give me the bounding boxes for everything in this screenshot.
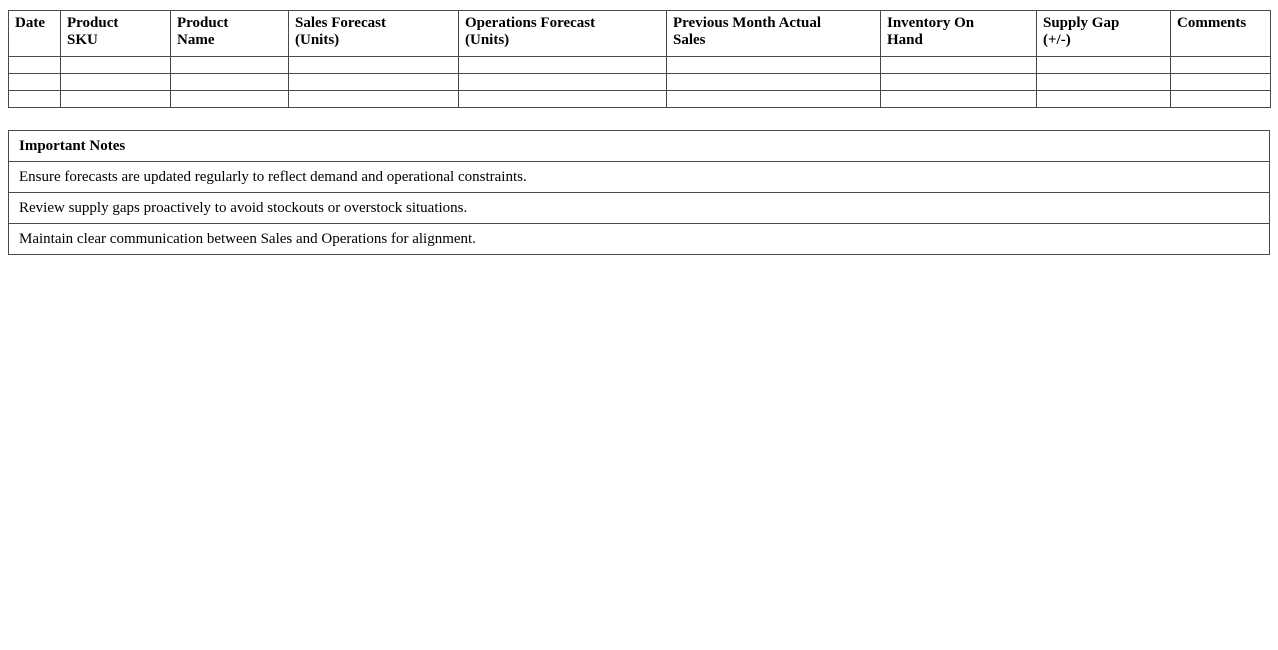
table-row	[9, 91, 1271, 108]
cell-product-sku[interactable]	[61, 57, 171, 74]
column-header-comments-line1: Comments	[1177, 15, 1247, 31]
cell-supply-gap[interactable]	[1037, 74, 1171, 91]
cell-supply-gap[interactable]	[1037, 91, 1171, 108]
column-header-sales-forecast-line1: Sales Forecast	[295, 15, 386, 31]
cell-inventory-on-hand[interactable]	[881, 74, 1037, 91]
column-header-product-name-line2: Name	[177, 32, 215, 49]
cell-comments[interactable]	[1171, 74, 1271, 91]
cell-supply-gap[interactable]	[1037, 57, 1171, 74]
cell-sales-forecast[interactable]	[289, 57, 459, 74]
column-header-inventory-on-hand-line1: Inventory On	[887, 15, 975, 31]
column-header-sales-forecast-line2: (Units)	[295, 32, 340, 49]
sales-operations-forecast-table	[8, 10, 1271, 108]
notes-row	[9, 193, 1270, 224]
cell-product-sku[interactable]	[61, 91, 171, 108]
note-item: Review supply gaps proactively to avoid stockouts or overstock situations.	[9, 193, 1270, 224]
column-header-previous-month-actual-sales-line2: Sales	[673, 32, 706, 49]
column-header-comments	[1171, 11, 1271, 57]
column-header-product-name	[171, 11, 289, 57]
table-header-row	[9, 11, 1271, 57]
cell-comments[interactable]	[1171, 91, 1271, 108]
cell-inventory-on-hand[interactable]	[881, 57, 1037, 74]
column-header-inventory-on-hand-line2: Hand	[887, 32, 923, 49]
notes-heading-row	[9, 131, 1270, 162]
note-item: Ensure forecasts are updated regularly to reflect demand and operational constraints.	[9, 162, 1270, 193]
important-notes-section	[8, 130, 1270, 255]
column-header-previous-month-actual-sales-line1: Previous Month Actual	[673, 15, 822, 31]
note-item: Maintain clear communication between Sales and Operations for alignment.	[9, 224, 1270, 255]
column-header-inventory-on-hand	[881, 11, 1037, 57]
cell-sales-forecast[interactable]	[289, 91, 459, 108]
column-header-product-sku-line2: SKU	[67, 32, 98, 49]
column-header-supply-gap-line2: (+/-)	[1043, 32, 1071, 49]
forecast-table-header	[9, 11, 1271, 57]
cell-sales-forecast[interactable]	[289, 74, 459, 91]
column-header-previous-month-actual-sales	[667, 11, 881, 57]
column-header-date	[9, 11, 61, 57]
cell-comments[interactable]	[1171, 57, 1271, 74]
column-header-date-line1: Date	[15, 15, 45, 31]
table-row	[9, 57, 1271, 74]
column-header-sales-forecast	[289, 11, 459, 57]
cell-operations-forecast[interactable]	[459, 57, 667, 74]
cell-date[interactable]	[9, 74, 61, 91]
column-header-operations-forecast-line2: (Units)	[465, 32, 510, 49]
column-header-product-sku	[61, 11, 171, 57]
notes-row	[9, 224, 1270, 255]
cell-previous-month-actual-sales[interactable]	[667, 74, 881, 91]
cell-date[interactable]	[9, 57, 61, 74]
cell-product-name[interactable]	[171, 91, 289, 108]
cell-previous-month-actual-sales[interactable]	[667, 57, 881, 74]
table-row	[9, 74, 1271, 91]
cell-operations-forecast[interactable]	[459, 74, 667, 91]
column-header-product-name-line1: Product	[177, 15, 229, 31]
notes-row	[9, 162, 1270, 193]
column-header-operations-forecast-line1: Operations Forecast	[465, 15, 596, 31]
column-header-supply-gap-line1: Supply Gap	[1043, 15, 1120, 31]
cell-product-name[interactable]	[171, 57, 289, 74]
cell-date[interactable]	[9, 91, 61, 108]
document-page	[0, 0, 1278, 255]
forecast-table-body	[9, 57, 1271, 108]
cell-product-name[interactable]	[171, 74, 289, 91]
cell-product-sku[interactable]	[61, 74, 171, 91]
important-notes-table	[8, 130, 1270, 255]
important-notes-heading: Important Notes	[9, 131, 1270, 162]
column-header-product-sku-line1: Product	[67, 15, 119, 31]
column-header-supply-gap	[1037, 11, 1171, 57]
cell-operations-forecast[interactable]	[459, 91, 667, 108]
column-header-operations-forecast	[459, 11, 667, 57]
cell-previous-month-actual-sales[interactable]	[667, 91, 881, 108]
cell-inventory-on-hand[interactable]	[881, 91, 1037, 108]
important-notes-body	[9, 131, 1270, 255]
